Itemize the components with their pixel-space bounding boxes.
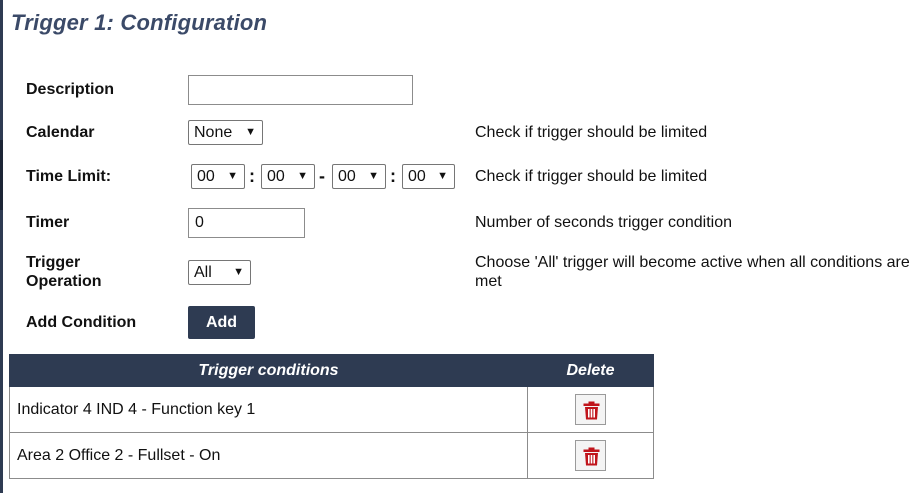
header-trigger-conditions: Trigger conditions bbox=[10, 355, 528, 387]
table-row bbox=[10, 387, 654, 433]
condition-cell: Area 2 Office 2 - Fullset - On bbox=[10, 433, 528, 479]
table-row bbox=[10, 433, 654, 479]
dropdown-arrow-icon: ▼ bbox=[245, 126, 256, 138]
calendar-select[interactable] bbox=[188, 120, 263, 145]
page-title: Trigger 1: Configuration bbox=[11, 10, 268, 35]
trigger-operation-help-line1: Choose 'All' trigger will become active when all conditions are bbox=[475, 254, 910, 271]
header-delete: Delete bbox=[528, 355, 654, 387]
dropdown-arrow-icon: ▼ bbox=[227, 170, 238, 182]
trigger-operation-select[interactable] bbox=[188, 260, 251, 285]
delete-cell bbox=[528, 387, 654, 433]
trash-icon bbox=[583, 401, 600, 420]
table-header-row bbox=[10, 355, 654, 387]
trigger-operation-label-line1: Trigger bbox=[26, 254, 81, 271]
delete-condition-button[interactable] bbox=[575, 440, 606, 471]
condition-cell: Indicator 4 IND 4 - Function key 1 bbox=[10, 387, 528, 433]
timer-label: Timer bbox=[26, 214, 70, 231]
trigger-operation-label-line2: Operation bbox=[26, 273, 102, 290]
time-limit-label: Time Limit: bbox=[26, 168, 112, 185]
add-condition-button[interactable]: Add bbox=[188, 306, 255, 339]
timer-input[interactable]: 0 bbox=[188, 208, 305, 238]
time-limit-end-minute-select[interactable] bbox=[402, 164, 455, 189]
add-condition-label: Add Condition bbox=[26, 314, 137, 331]
description-label: Description bbox=[26, 81, 115, 98]
end-hour-value: 00 bbox=[338, 168, 356, 185]
calendar-select-value: None bbox=[194, 124, 233, 141]
timer-help-text: Number of seconds trigger condition bbox=[475, 214, 733, 231]
dropdown-arrow-icon: ▼ bbox=[297, 170, 308, 182]
start-hour-value: 00 bbox=[197, 168, 215, 185]
left-border bbox=[0, 0, 3, 493]
start-minute-value: 00 bbox=[267, 168, 285, 185]
end-minute-value: 00 bbox=[408, 168, 426, 185]
delete-condition-button[interactable] bbox=[575, 394, 606, 425]
delete-cell bbox=[528, 433, 654, 479]
dropdown-arrow-icon: ▼ bbox=[437, 170, 448, 182]
time-limit-start-hour-select[interactable] bbox=[191, 164, 245, 189]
description-input[interactable] bbox=[188, 75, 413, 105]
time-colon: : bbox=[390, 166, 396, 186]
time-limit-start-minute-select[interactable] bbox=[261, 164, 315, 189]
trigger-conditions-table bbox=[9, 354, 654, 479]
left-border-accent bbox=[0, 140, 3, 210]
time-colon: : bbox=[249, 166, 255, 186]
trigger-operation-help-line2: met bbox=[475, 273, 502, 290]
calendar-help-text: Check if trigger should be limited bbox=[475, 124, 708, 141]
trash-icon bbox=[583, 447, 600, 466]
calendar-label: Calendar bbox=[26, 124, 95, 141]
dropdown-arrow-icon: ▼ bbox=[368, 170, 379, 182]
dropdown-arrow-icon: ▼ bbox=[233, 266, 244, 278]
time-limit-help-text: Check if trigger should be limited bbox=[475, 168, 708, 185]
time-dash: - bbox=[319, 166, 325, 186]
trigger-operation-value: All bbox=[194, 264, 212, 281]
time-limit-end-hour-select[interactable] bbox=[332, 164, 386, 189]
